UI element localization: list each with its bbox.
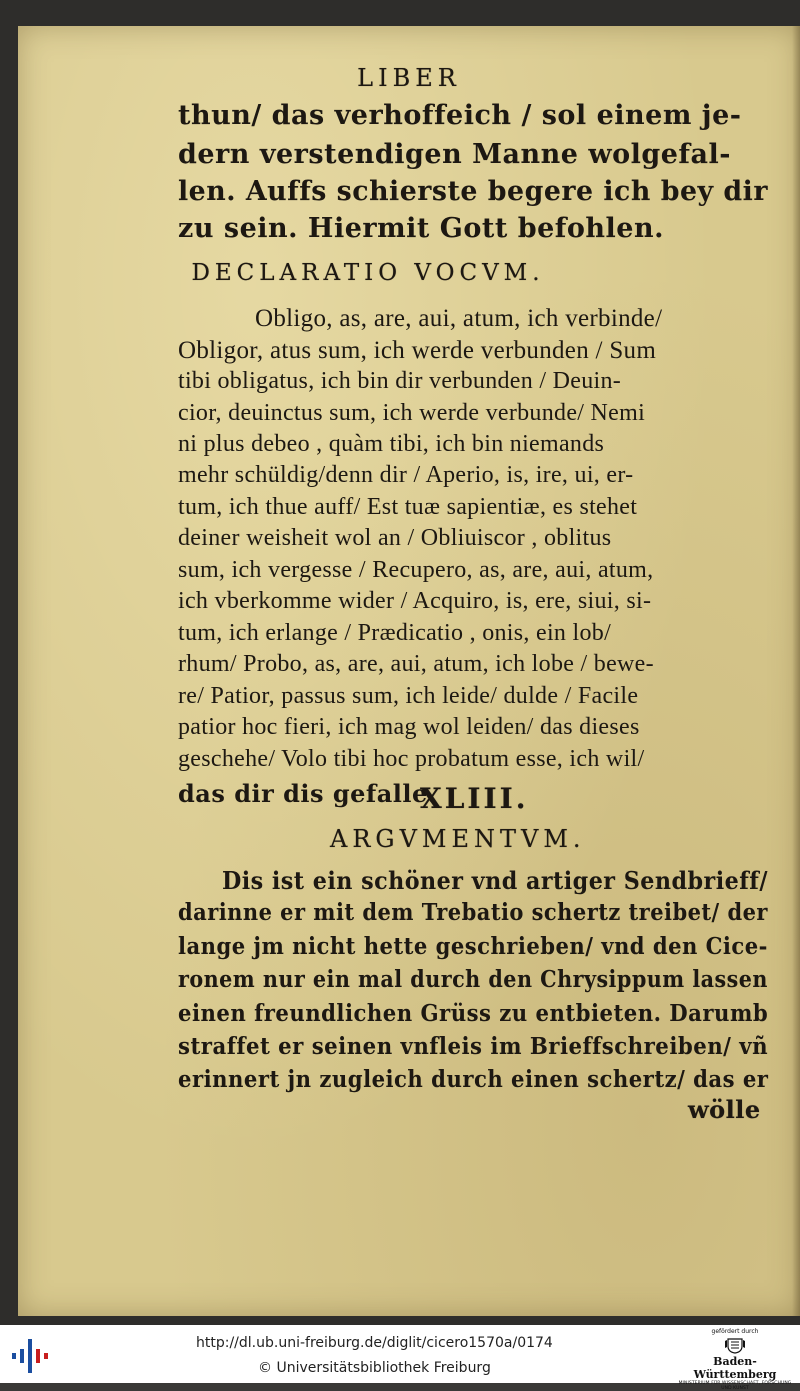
vocab-line: mehr schüldig/denn dir / Aperio, is, ire, ui, er- bbox=[178, 462, 634, 488]
catchword: wölle bbox=[688, 1095, 761, 1124]
intro-line: dern verstendigen Manne wolgefal- bbox=[178, 139, 731, 170]
running-head: LIBER bbox=[357, 64, 461, 92]
state-crest-icon bbox=[724, 1337, 746, 1354]
argument-line: Dis ist ein schöner vnd artiger Sendbrieff/ bbox=[222, 866, 768, 895]
argument-line: lange jm nicht hette geschrieben/ vnd den Cice- bbox=[178, 933, 768, 960]
argument-line: erinnert jn zugleich durch einen schertz/ das er bbox=[178, 1066, 769, 1093]
argument-line: straffet er seinen vnfleis im Brieffschreiben/ vñ bbox=[178, 1033, 769, 1060]
permalink-url[interactable]: http://dl.ub.uni-freiburg.de/diglit/cicero1570a/0174 bbox=[196, 1335, 553, 1351]
page-edge-shadow bbox=[792, 26, 800, 1316]
argument-line: darinne er mit dem Trebatio schertz treibet/ der bbox=[178, 899, 768, 926]
copyright-text: © Universitätsbibliothek Freiburg bbox=[258, 1360, 491, 1376]
vocab-line: re/ Patior, passus sum, ich leide/ dulde / Facile bbox=[178, 683, 639, 709]
letter-number: XLIII. bbox=[420, 782, 529, 815]
vocab-line: rhum/ Probo, as, are, aui, atum, ich lobe / bewe- bbox=[178, 651, 654, 677]
vocab-line: ich vberkomme wider / Acquiro, is, ere, siui, si- bbox=[178, 588, 652, 614]
vocab-line: Obligor, atus sum, ich werde verbunden / Sum bbox=[178, 337, 657, 364]
argument-line: einen freundlichen Grüss zu entbieten. Darumb bbox=[178, 1000, 769, 1027]
intro-line: zu sein. Hiermit Gott befohlen. bbox=[178, 213, 664, 244]
vocab-line: deiner weisheit wol an / Obliuiscor , oblitus bbox=[178, 525, 612, 551]
vocab-line: sum, ich vergesse / Recupero, as, are, aui, atum, bbox=[178, 557, 654, 583]
argument-line: ronem nur ein mal durch den Chrysippum lassen bbox=[178, 966, 768, 993]
vocab-line: geschehe/ Volo tibi hoc probatum esse, ich wil/ bbox=[178, 746, 645, 772]
sponsor-name: Baden-Württemberg bbox=[693, 1355, 777, 1381]
sponsor-logo bbox=[676, 1328, 794, 1391]
vocab-line: cior, deuinctus sum, ich werde verbunde/ Nemi bbox=[178, 400, 646, 426]
vocab-line: tum, ich erlange / Prædicatio , onis, ein lob/ bbox=[178, 620, 612, 646]
vocab-line: patior hoc fieri, ich mag wol leiden/ das dieses bbox=[178, 714, 640, 740]
vocab-line: das dir dis gefalle. bbox=[178, 779, 437, 808]
vocab-line: Obligo, as, are, aui, atum, ich verbinde/ bbox=[255, 305, 663, 332]
intro-line: len. Auffs schierste begere ich bey dir bbox=[178, 176, 768, 207]
ub-freiburg-logo-icon bbox=[10, 1335, 50, 1375]
section-title: DECLARATIO VOCVM. bbox=[191, 260, 545, 286]
argument-title: ARGVMENTVM. bbox=[330, 825, 586, 853]
sponsor-label: gefördert durch bbox=[711, 1328, 759, 1335]
vocab-line: tibi obligatus, ich bin dir verbunden / Deuin- bbox=[178, 368, 622, 394]
sponsor-subtitle: MINISTERIUM FÜR WISSENSCHAFT, FORSCHUNG UND KUNST bbox=[678, 1381, 792, 1391]
vocab-line: ni plus debeo , quàm tibi, ich bin niemands bbox=[178, 431, 605, 457]
viewer-footer bbox=[0, 1325, 800, 1391]
intro-line: thun/ das verhoffeich / sol einem je- bbox=[178, 100, 742, 131]
vocab-line: tum, ich thue auff/ Est tuæ sapientiæ, es stehet bbox=[178, 494, 638, 520]
